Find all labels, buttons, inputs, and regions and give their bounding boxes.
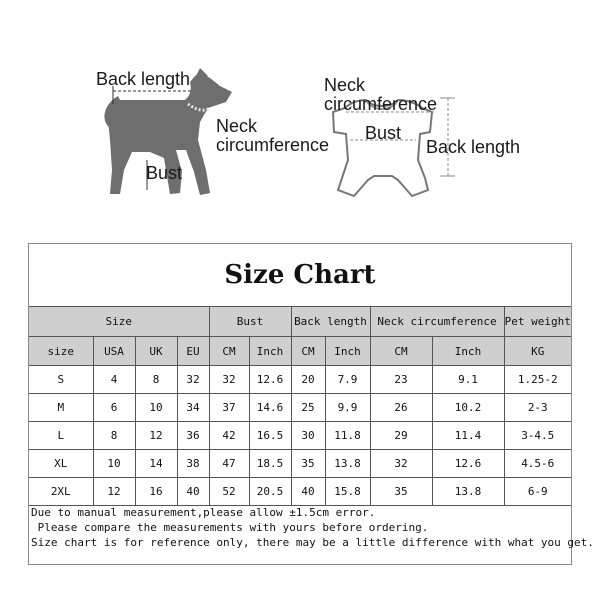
table-cell: 40 [291, 478, 325, 506]
dog-neck-label-line2: circumference [216, 135, 330, 155]
table-cell: 42 [209, 422, 249, 450]
sub-header: Inch [325, 337, 370, 366]
garment-neck-label-line1: Neck [324, 75, 366, 95]
garment-back-length-label: Back length [426, 137, 521, 157]
table-row [29, 478, 571, 506]
table-cell: M [29, 394, 93, 422]
table-row [29, 450, 571, 478]
table-cell: S [29, 366, 93, 394]
sub-header: EU [177, 337, 209, 366]
table-cell: 38 [177, 450, 209, 478]
table-cell: 3-4.5 [504, 422, 571, 450]
table-row [29, 422, 571, 450]
dog-bust-label: Bust [146, 163, 183, 183]
table-cell: L [29, 422, 93, 450]
table-cell: 29 [370, 422, 432, 450]
table-cell: 6 [93, 394, 135, 422]
table-cell: 1.25-2 [504, 366, 571, 394]
table-row [29, 366, 571, 394]
sub-header: CM [291, 337, 325, 366]
table-cell: 11.4 [432, 422, 504, 450]
sub-header: CM [370, 337, 432, 366]
measurement-diagrams [0, 0, 600, 235]
size-table [29, 306, 571, 506]
table-cell: 10.2 [432, 394, 504, 422]
table-cell: 12.6 [249, 366, 291, 394]
dog-neck-label-line1: Neck [216, 116, 258, 136]
sub-header: Inch [432, 337, 504, 366]
group-header-bust: Bust [209, 307, 291, 337]
table-row [29, 394, 571, 422]
table-cell: 7.9 [325, 366, 370, 394]
table-cell: 32 [209, 366, 249, 394]
table-cell: 32 [370, 450, 432, 478]
table-cell: 37 [209, 394, 249, 422]
sub-header: size [29, 337, 93, 366]
table-cell: 35 [291, 450, 325, 478]
table-cell: 15.8 [325, 478, 370, 506]
table-cell: 25 [291, 394, 325, 422]
table-cell: 9.9 [325, 394, 370, 422]
note-line: Please compare the measurements with yours before ordering. [31, 521, 429, 534]
table-cell: 12 [93, 478, 135, 506]
sub-header: CM [209, 337, 249, 366]
group-header-neck: Neck circumference [370, 307, 504, 337]
table-cell: 26 [370, 394, 432, 422]
table-cell: 8 [93, 422, 135, 450]
table-cell: 14 [135, 450, 177, 478]
note-line: Due to manual measurement,please allow ±1.5cm error. [31, 506, 376, 519]
table-cell: 11.8 [325, 422, 370, 450]
table-group-header-row [29, 307, 571, 337]
table-cell: 52 [209, 478, 249, 506]
table-cell: 12.6 [432, 450, 504, 478]
sub-header: UK [135, 337, 177, 366]
table-cell: 35 [370, 478, 432, 506]
table-cell: 10 [135, 394, 177, 422]
table-cell: 20 [291, 366, 325, 394]
sub-header: KG [504, 337, 571, 366]
table-cell: 32 [177, 366, 209, 394]
note-line: Size chart is for reference only, there may be a little difference with what you get. [31, 536, 594, 549]
group-header-size: Size [29, 307, 209, 337]
table-cell: 30 [291, 422, 325, 450]
table-cell: 12 [135, 422, 177, 450]
group-header-back-length: Back length [291, 307, 370, 337]
measurement-illustration [0, 0, 600, 235]
table-cell: 13.8 [325, 450, 370, 478]
table-cell: 2-3 [504, 394, 571, 422]
table-cell: 6-9 [504, 478, 571, 506]
table-cell: 18.5 [249, 450, 291, 478]
dog-back-length-label: Back length [96, 69, 191, 89]
table-cell: 2XL [29, 478, 93, 506]
table-cell: 16 [135, 478, 177, 506]
table-cell: 16.5 [249, 422, 291, 450]
table-cell: 47 [209, 450, 249, 478]
garment-neck-label-line2: circumference [324, 94, 438, 114]
sub-header: Inch [249, 337, 291, 366]
garment-outline [333, 100, 432, 196]
size-notes [31, 505, 594, 550]
table-cell: 36 [177, 422, 209, 450]
table-sub-header-row [29, 337, 571, 366]
table-cell: 34 [177, 394, 209, 422]
table-cell: XL [29, 450, 93, 478]
group-header-weight: Pet weight [504, 307, 571, 337]
table-cell: 20.5 [249, 478, 291, 506]
table-cell: 4.5-6 [504, 450, 571, 478]
chart-title: Size Chart [224, 260, 376, 290]
table-cell: 13.8 [432, 478, 504, 506]
garment-bust-label: Bust [365, 123, 402, 143]
sub-header: USA [93, 337, 135, 366]
table-cell: 8 [135, 366, 177, 394]
size-chart-panel [28, 243, 594, 565]
table-cell: 40 [177, 478, 209, 506]
table-cell: 23 [370, 366, 432, 394]
table-cell: 10 [93, 450, 135, 478]
table-cell: 9.1 [432, 366, 504, 394]
table-cell: 14.6 [249, 394, 291, 422]
table-cell: 4 [93, 366, 135, 394]
